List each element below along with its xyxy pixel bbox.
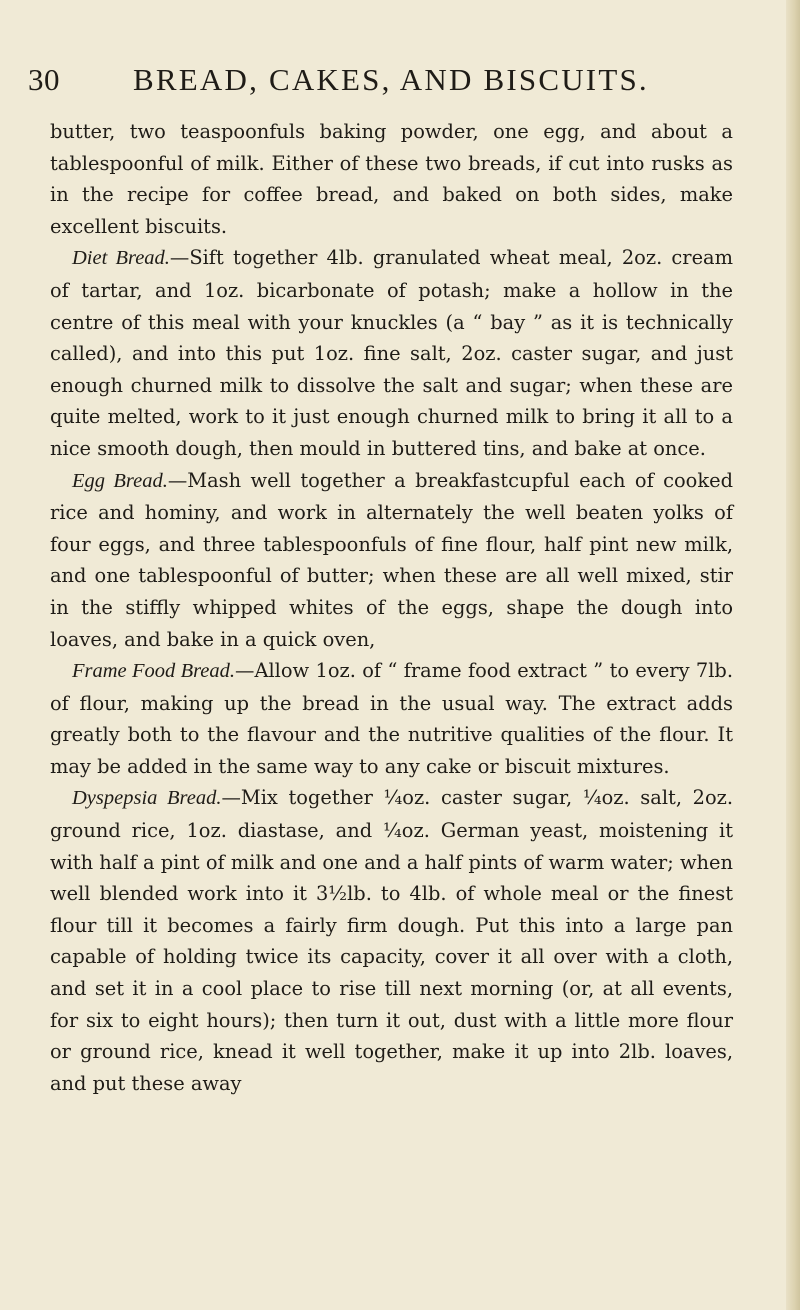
running-title: BREAD, CAKES, AND BISCUITS. xyxy=(133,62,649,97)
recipe-text: —Mix together ¼oz. caster sugar, ¼oz. salt, 2oz. ground rice, 1oz. diastase, and ¼oz. German yeast, moistening it with half a pint of milk and one and a half pints of warm water; when well blended work into it 3½lb. to 4lb. of whole meal or the finest flour till it becomes a fairly firm dough. Put this into a large pan capable of holding twice its capacity, cover it all over with a cloth, and set it in a cool place to rise till next morning (or, at all events, for six to eight hours); then turn it out, dust with a little more flour or ground rice, knead it well together, make it up into 2lb. loaves, and put these away xyxy=(50,786,733,1095)
recipe-heading: Dyspepsia Bread. xyxy=(72,787,222,810)
body-text xyxy=(50,116,733,1099)
page-header xyxy=(28,62,748,102)
recipe-heading: Diet Bread. xyxy=(72,247,170,270)
recipe-dyspepsia-bread xyxy=(50,782,733,1099)
page-number: 30 xyxy=(28,62,60,97)
recipe-heading: Egg Bread. xyxy=(72,469,168,492)
page-edge-shadow xyxy=(786,0,800,1310)
recipe-frame-food-bread xyxy=(50,655,733,782)
paragraph-continuation xyxy=(50,116,733,242)
recipe-text: —Allow 1oz. of “ frame food extract ” to every 7lb. of flour, making up the bread in the usual way. The extract adds greatly both to the flavour and the nutritive qualities of the flour. It may be added in the same way to any cake or biscuit mixtures. xyxy=(50,659,734,778)
recipe-diet-bread xyxy=(50,242,733,464)
recipe-text: —Sift together 4lb. granulated wheat meal, 2oz. cream of tartar, and 1oz. bicarbonate of potash; make a hollow in the centre of this meal with your knuckles (a “ bay ” as it is technically called), and into this put 1oz. fine salt, 2oz. caster sugar, and just enough churned milk to dissolve the salt and sugar; when these are quite melted, work to it just enough churned milk to bring it all to a nice smooth dough, then mould in buttered tins, and bake at once. xyxy=(50,246,733,460)
recipe-egg-bread xyxy=(50,465,733,656)
recipe-heading: Frame Food Bread. xyxy=(72,660,236,683)
recipe-text: —Mash well together a breakfastcupful each of cooked rice and hominy, and work in alternately the well beaten yolks of four eggs, and three tablespoonfuls of fine flour, half pint new milk, and one tablespoonful of butter; when these are all well mixed, stir in the stiffly whipped whites of the eggs, shape the dough into loaves, and bake in a quick oven, xyxy=(50,468,733,651)
paragraph-text: butter, two teaspoonfuls baking powder, one egg, and about a tablespoonful of milk. Either of these two breads, if cut into rusks as in the recipe for coffee bread, and baked on both sides, make excellent biscuits. xyxy=(50,120,733,238)
